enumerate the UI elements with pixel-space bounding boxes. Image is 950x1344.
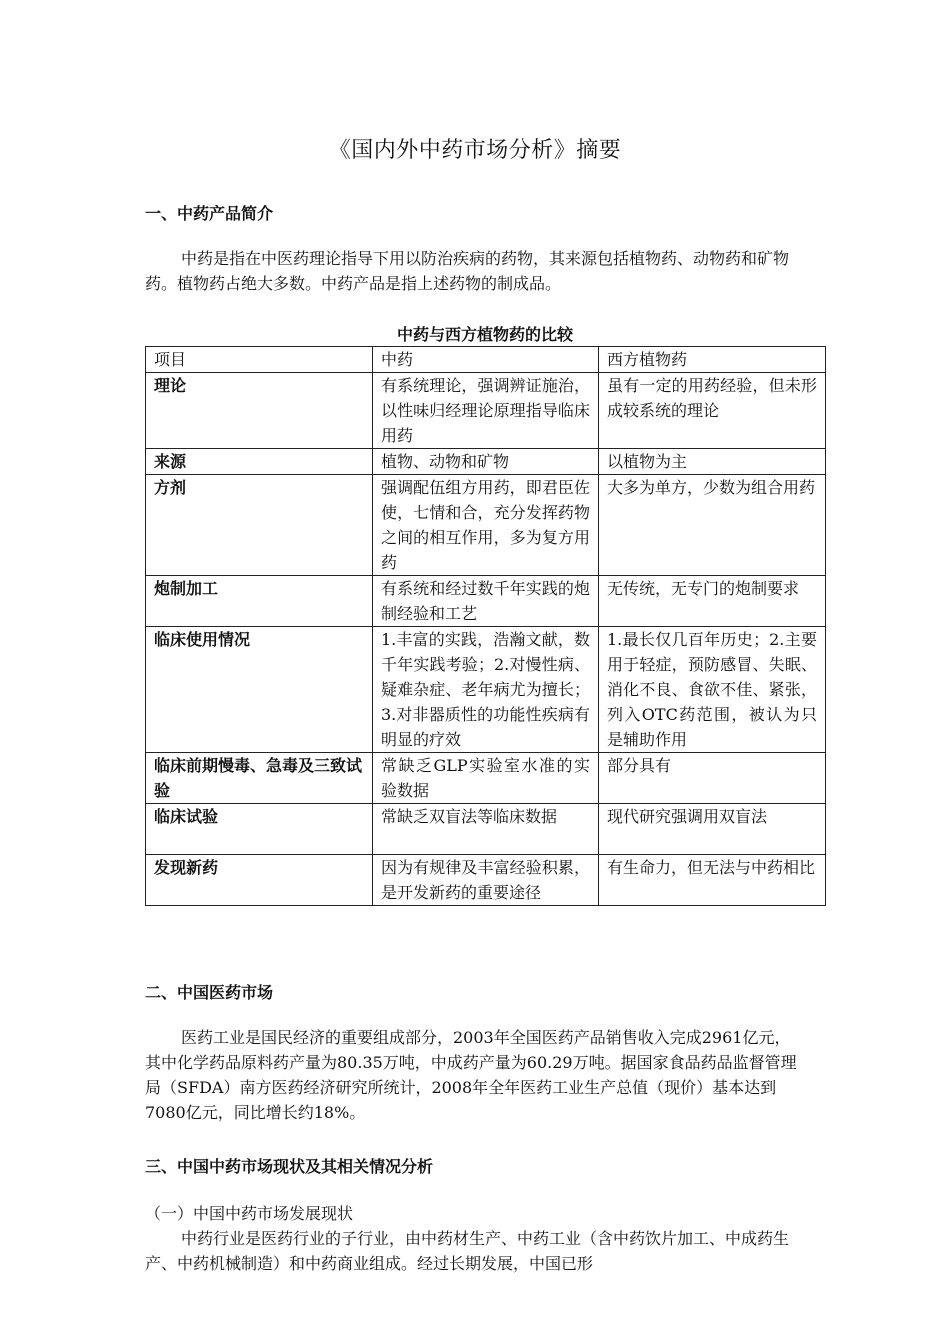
header-tcm: 中药 — [373, 347, 599, 373]
row-western-cell: 无传统，无专门的炮制要求 — [599, 576, 826, 627]
table-row — [146, 475, 826, 576]
section1-paragraph: 中药是指在中医药理论指导下用以防治疾病的药物，其来源包括植物药、动物药和矿物药。植物药占绝大多数。中药产品是指上述药物的制成品。 — [145, 249, 790, 293]
row-western-cell: 部分具有 — [599, 753, 826, 804]
row-label: 发现新药 — [146, 855, 373, 906]
row-tcm-cell: 有系统和经过数千年实践的炮制经验和工艺 — [373, 576, 599, 627]
row-tcm-cell: 强调配伍组方用药，即君臣佐使，七情和合，充分发挥药物之间的相互作用，多为复方用药 — [373, 475, 599, 576]
row-tcm-cell: 1.丰富的实践，浩瀚文献，数千年实践考验；2.对慢性病、疑难杂症、老年病尤为擅长；3.对非器质性的功能性疾病有明显的疗效 — [373, 627, 599, 753]
table-row — [146, 753, 826, 804]
row-tcm-cell: 植物、动物和矿物 — [373, 449, 599, 475]
row-label: 方剂 — [146, 475, 373, 576]
document-title: 《国内外中药市场分析》摘要 — [328, 138, 622, 163]
row-western-cell: 虽有一定的用药经验，但未形成较系统的理论 — [599, 373, 826, 449]
row-label: 来源 — [146, 449, 373, 475]
row-label: 炮制加工 — [146, 576, 373, 627]
table-row — [146, 449, 826, 475]
row-western-cell: 有生命力，但无法与中药相比 — [599, 855, 826, 906]
section3-heading: 三、中国中药市场现状及其相关情况分析 — [145, 1157, 434, 1176]
table-row — [146, 855, 826, 906]
row-western-cell: 以植物为主 — [599, 449, 826, 475]
table-caption: 中药与西方植物药的比较 — [396, 325, 573, 344]
row-tcm-cell: 因为有规律及丰富经验积累，是开发新药的重要途径 — [373, 855, 599, 906]
row-tcm-cell: 常缺乏GLP实验室水准的实验数据 — [373, 753, 599, 804]
row-label: 临床前期慢毒、急毒及三致试验 — [146, 753, 373, 804]
section2-paragraph: 医药工业是国民经济的重要组成部分，2003年全国医药产品销售收入完成2961亿元，其中化学药品原料药产量为80.35万吨，中成药产量为60.29万吨。据国家食品药品监督管理局（SFDA）南方医药经济研究所统计，2008年全年医药工业生产总值（现价）基本达到7080亿元，同比增长约18%。 — [145, 1028, 797, 1122]
row-label: 临床使用情况 — [146, 627, 373, 753]
table-row — [146, 627, 826, 753]
section3-subheading: （一）中国中药市场发展现状 — [145, 1204, 354, 1223]
header-western-herbal: 西方植物药 — [599, 347, 826, 373]
table-row — [146, 373, 826, 449]
row-tcm-cell: 有系统理论，强调辨证施治，以性味归经理论原理指导临床用药 — [373, 373, 599, 449]
section2-heading: 二、中国医药市场 — [145, 983, 274, 1002]
comparison-table — [145, 346, 826, 906]
table-row — [146, 804, 826, 855]
table-row — [146, 576, 826, 627]
row-label: 理论 — [146, 373, 373, 449]
row-western-cell: 大多为单方，少数为组合用药 — [599, 475, 826, 576]
row-western-cell: 1.最长仅几百年历史；2.主要用于轻症，预防感冒、失眠、消化不良、食欲不佳、紧张，列入OTC药范围，被认为只是辅助作用 — [599, 627, 826, 753]
row-label: 临床试验 — [146, 804, 373, 855]
table-header-row — [146, 347, 826, 373]
header-item: 项目 — [146, 347, 373, 373]
section1-heading: 一、中药产品简介 — [145, 204, 274, 223]
row-western-cell: 现代研究强调用双盲法 — [599, 804, 826, 855]
row-tcm-cell: 常缺乏双盲法等临床数据 — [373, 804, 599, 855]
section3-paragraph: 中药行业是医药行业的子行业，由中药材生产、中药工业（含中药饮片加工、中成药生产、中药机械制造）和中药商业组成。经过长期发展，中国已形 — [145, 1229, 790, 1273]
